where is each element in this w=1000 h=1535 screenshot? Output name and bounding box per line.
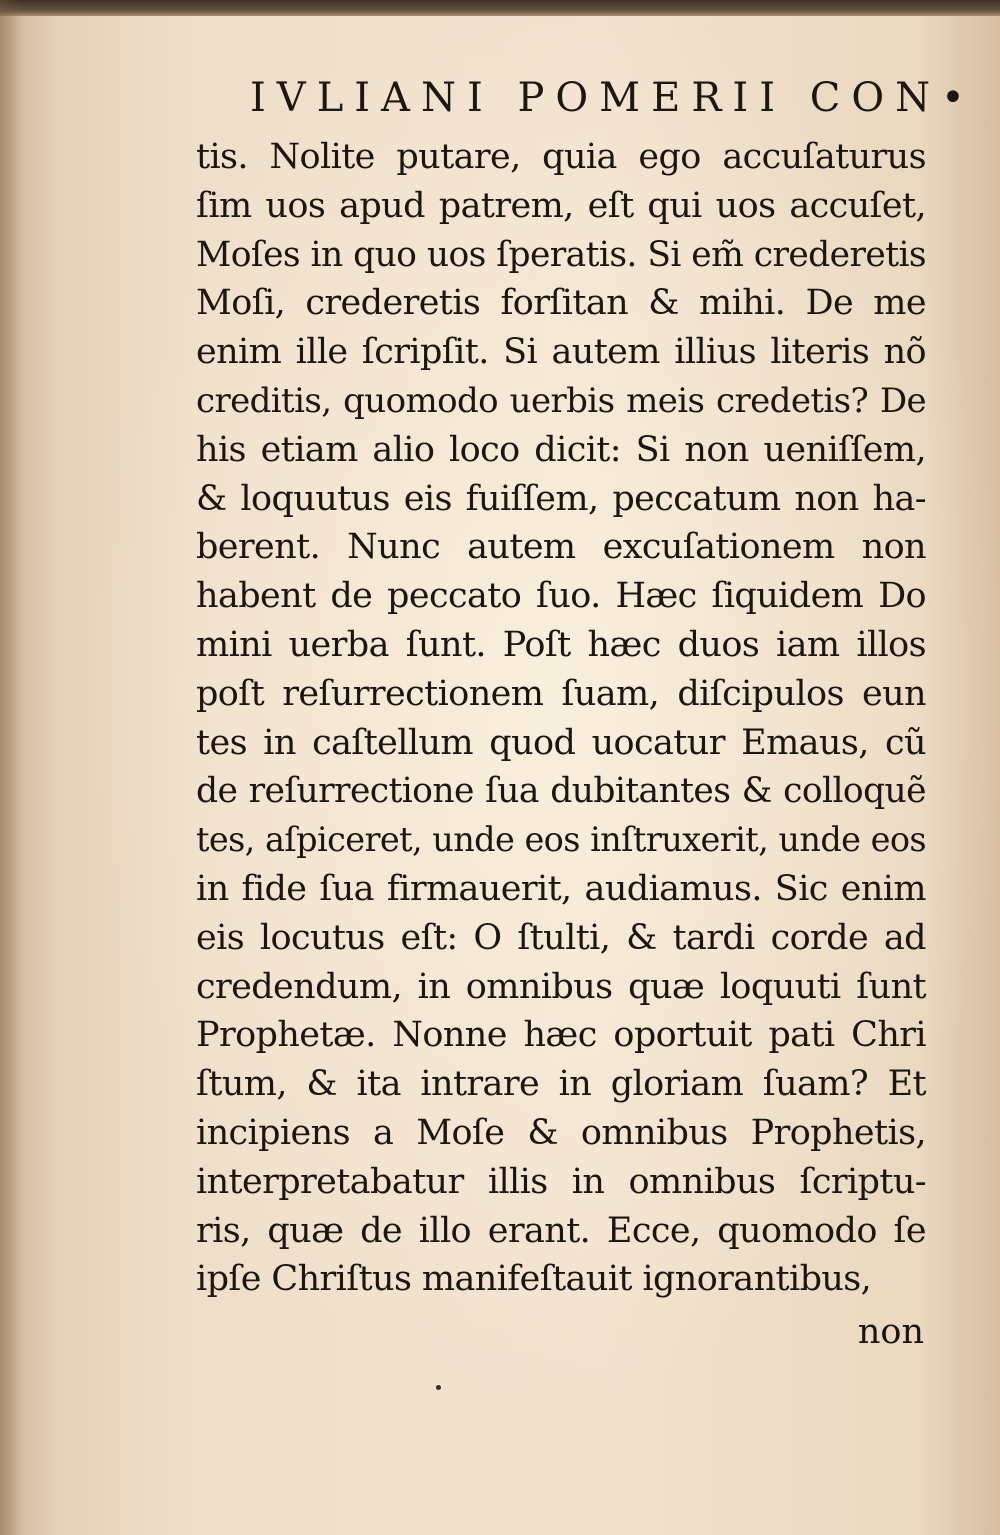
text-line: his etiam alio loco dicit: Si non ueniſſem, (196, 429, 926, 470)
text-line: ſim uos apud patrem, eſt qui uos accuſet, (196, 185, 926, 226)
text-line: poſt reſurrectionem ſuam, diſcipulos eun (196, 673, 926, 714)
text-line: enim ille ſcripſit. Si autem illius literis nõ (196, 332, 926, 373)
text-line: berent. Nunc autem excuſationem non (196, 527, 926, 568)
text-line: ris, quæ de illo erant. Ecce, quomodo ſe (196, 1210, 926, 1251)
text-line: ſtum, & ita intrare in gloriam ſuam? Et (196, 1064, 926, 1105)
text-line: incipiens a Moſe & omnibus Prophetis, (196, 1112, 926, 1153)
text-line: de reſurrectione ſua dubitantes & colloquẽ (196, 771, 926, 812)
text-line: credendum, in omnibus quæ loquuti ſunt (196, 966, 926, 1007)
ink-speck (436, 1385, 441, 1390)
page-top-edge (0, 0, 1000, 16)
text-line: interpretabatur illis in omnibus ſcriptu- (196, 1161, 926, 1202)
text-line: & loquutus eis fuiſſem, peccatum non ha- (196, 478, 926, 519)
text-line: tes, aſpiceret, unde eos inſtruxerit, unde eos (196, 820, 926, 860)
body-text (196, 133, 926, 1304)
text-line: Moſi, crederetis forſitan & mihi. De me (196, 283, 926, 324)
text-line: tes in caſtellum quod uocatur Emaus, cũ (196, 722, 926, 763)
text-line: Moſes in quo uos ſperatis. Si em̃ crederetis (196, 234, 926, 275)
catchword: non (857, 1312, 924, 1352)
text-line: mini uerba ſunt. Poſt hæc duos iam illos (196, 624, 926, 665)
text-line: creditis, quomodo uerbis meis credetis? De (196, 380, 926, 421)
text-line: Prophetæ. Nonne hæc oportuit pati Chri (196, 1015, 926, 1056)
running-head: IVLIANI POMERII CON• (250, 75, 976, 121)
text-line: tis. Nolite putare, quia ego accuſaturus (196, 137, 926, 177)
text-line: eis locutus eſt: O ſtulti, & tardi corde ad (196, 917, 926, 958)
text-line: in fide ſua firmauerit, audiamus. Sic enim (196, 868, 926, 909)
binding-shadow (0, 0, 22, 1535)
text-line: ipſe Chriſtus manifeſtauit ignorantibus, (196, 1259, 872, 1300)
text-line: habent de peccato ſuo. Hæc ſiquidem Do (196, 576, 926, 617)
